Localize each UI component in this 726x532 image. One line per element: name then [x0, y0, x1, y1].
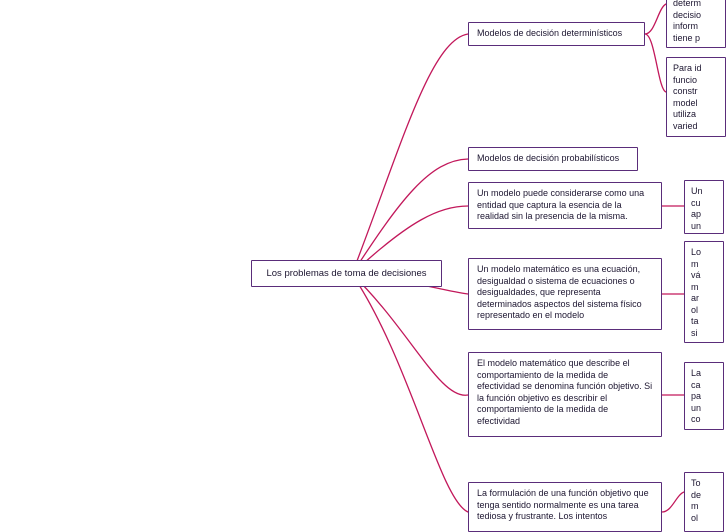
leaf-line: ap [691, 209, 702, 219]
leaf-line: si [691, 327, 698, 338]
topic-model-definition[interactable]: Un modelo puede considerarse como una entidad que captura la esencia de la realidad sin la presencia de la misma. [468, 182, 662, 229]
leaf-line: m [691, 281, 699, 292]
subtopic-mathematical-model[interactable] [684, 241, 724, 343]
subtopic-objective-function[interactable] [684, 362, 724, 430]
leaf-line: varied [673, 120, 698, 131]
leaf-line: m [691, 258, 699, 269]
leaf-line: co [691, 414, 701, 424]
leaf-line: utiliza [673, 109, 697, 119]
leaf-line: m [691, 501, 699, 511]
root-topic[interactable]: Los problemas de toma de decisiones [251, 260, 442, 287]
leaf-line: ca [691, 379, 701, 390]
topic-objective-function[interactable]: El modelo matemático que describe el comportamiento de la medida de efectividad se denomina función objetivo. Si la función objetivo es describir el comportamiento de la medida de efectividad [468, 352, 662, 437]
link-branch-0-leaf-0 [645, 4, 666, 34]
link-root-branch-5 [352, 274, 468, 512]
leaf-line: de [691, 489, 702, 500]
leaf-line: un [691, 220, 702, 231]
leaf-line: La [691, 368, 702, 378]
link-root-branch-4 [352, 274, 468, 395]
link-branch-0-leaf-1 [645, 34, 666, 92]
leaf-line: inform [673, 21, 699, 31]
leaf-line: un [691, 402, 702, 413]
leaf-line: Lo [691, 247, 702, 257]
topic-formulation[interactable]: La formulación de una función objetivo que tenga sentido normalmente es una tarea tediosa y frustrante. Los intentos [468, 482, 662, 532]
leaf-line: vá [691, 270, 701, 280]
topic-mathematical-model[interactable]: Un modelo matemático es una ecuación, desigualdad o sistema de ecuaciones o desigualdades, que representa determinados aspectos del sistema físico representado en el modelo [468, 258, 662, 330]
leaf-line: decisio [673, 9, 702, 20]
leaf-line: model [673, 97, 698, 108]
subtopic-formulation[interactable] [684, 472, 724, 532]
link-root-branch-1 [352, 159, 468, 274]
leaf-line: ol [691, 304, 699, 315]
link-branch-5-leaf-0 [662, 492, 684, 512]
leaf-line: ol [691, 512, 699, 523]
subtopic-model-definition[interactable] [684, 180, 724, 234]
leaf-line: constr [673, 86, 698, 96]
link-root-branch-0 [352, 34, 468, 274]
leaf-line: determ [673, 0, 702, 8]
leaf-line: tiene p [673, 32, 701, 43]
leaf-line: Para id [673, 63, 702, 73]
subtopic-deterministic-1[interactable] [666, 0, 726, 48]
topic-deterministic-models[interactable]: Modelos de decisión determinísticos [468, 22, 645, 46]
leaf-line: ar [691, 293, 700, 303]
leaf-line: ta [691, 316, 699, 326]
leaf-line: pa [691, 391, 702, 401]
leaf-line: cu [691, 197, 701, 208]
leaf-line: funcio [673, 74, 698, 85]
leaf-line: To [691, 478, 701, 488]
subtopic-deterministic-2[interactable] [666, 57, 726, 137]
leaf-line: Un [691, 186, 703, 196]
topic-probabilistic-models[interactable]: Modelos de decisión probabilísticos [468, 147, 638, 171]
